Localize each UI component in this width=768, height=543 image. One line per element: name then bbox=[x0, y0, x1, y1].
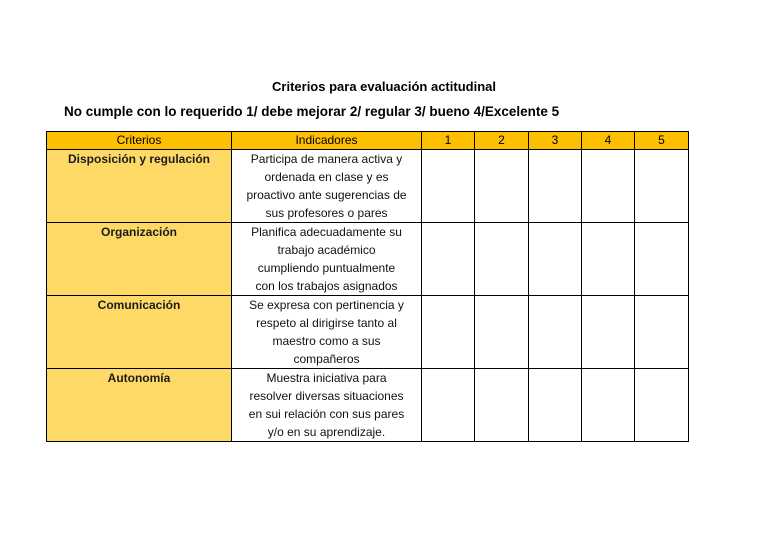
indicator-line: Planifica adecuadamente su bbox=[251, 225, 402, 239]
score-cell-2[interactable] bbox=[475, 369, 529, 442]
criterion-cell: Disposición y regulación bbox=[47, 150, 232, 223]
indicator-line: maestro como a sus bbox=[272, 334, 381, 348]
score-cell-2[interactable] bbox=[475, 223, 529, 296]
score-cell-4[interactable] bbox=[582, 223, 635, 296]
indicator-cell bbox=[232, 296, 422, 369]
indicator-line: Participa de manera activa y bbox=[250, 152, 403, 166]
score-5-header: 5 bbox=[635, 132, 689, 150]
indicator-line: con los trabajos asignados bbox=[255, 279, 398, 293]
indicator-line: ordenada en clase y es bbox=[264, 170, 389, 184]
score-cell-3[interactable] bbox=[529, 223, 582, 296]
indicator-line: en sui relación con sus pares bbox=[248, 407, 405, 421]
criterion-cell: Comunicación bbox=[47, 296, 232, 369]
score-cell-3[interactable] bbox=[529, 150, 582, 223]
score-cell-3[interactable] bbox=[529, 369, 582, 442]
table-row bbox=[47, 296, 689, 369]
criteria-column-header: Criterios bbox=[47, 132, 232, 150]
score-3-header: 3 bbox=[529, 132, 582, 150]
criterion-cell: Organización bbox=[47, 223, 232, 296]
score-cell-5[interactable] bbox=[635, 223, 689, 296]
score-cell-4[interactable] bbox=[582, 150, 635, 223]
table-row bbox=[47, 150, 689, 223]
score-2-header: 2 bbox=[475, 132, 529, 150]
score-1-header: 1 bbox=[422, 132, 475, 150]
criterion-cell: Autonomía bbox=[47, 369, 232, 442]
table-header-row bbox=[47, 132, 689, 150]
table-row bbox=[47, 369, 689, 442]
score-cell-4[interactable] bbox=[582, 296, 635, 369]
score-cell-3[interactable] bbox=[529, 296, 582, 369]
indicator-cell bbox=[232, 150, 422, 223]
indicator-cell bbox=[232, 223, 422, 296]
indicator-line: sus profesores o pares bbox=[265, 206, 388, 220]
indicator-line: Muestra iniciativa para bbox=[266, 371, 387, 385]
score-cell-1[interactable] bbox=[422, 369, 475, 442]
document-title: Criterios para evaluación actitudinal bbox=[272, 79, 496, 94]
score-cell-4[interactable] bbox=[582, 369, 635, 442]
score-cell-5[interactable] bbox=[635, 150, 689, 223]
indicators-column-header: Indicadores bbox=[232, 132, 422, 150]
indicator-line: compañeros bbox=[293, 352, 360, 366]
score-cell-5[interactable] bbox=[635, 369, 689, 442]
rating-scale-text: No cumple con lo requerido 1/ debe mejorar 2/ regular 3/ bueno 4/Excelente 5 bbox=[64, 104, 560, 119]
indicator-line: Se expresa con pertinencia y bbox=[249, 298, 404, 312]
score-cell-1[interactable] bbox=[422, 150, 475, 223]
indicator-line: proactivo ante sugerencias de bbox=[246, 188, 407, 202]
indicator-line: y/o en su aprendizaje. bbox=[267, 425, 386, 439]
score-cell-1[interactable] bbox=[422, 223, 475, 296]
indicator-line: respeto al dirigirse tanto al bbox=[256, 316, 397, 330]
indicator-line: cumpliendo puntualmente bbox=[257, 261, 396, 275]
indicator-line: resolver diversas situaciones bbox=[249, 389, 404, 403]
score-cell-2[interactable] bbox=[475, 296, 529, 369]
evaluation-rubric-table bbox=[46, 131, 689, 442]
score-cell-5[interactable] bbox=[635, 296, 689, 369]
score-cell-1[interactable] bbox=[422, 296, 475, 369]
score-4-header: 4 bbox=[582, 132, 635, 150]
indicator-line: trabajo académico bbox=[277, 243, 376, 257]
score-cell-2[interactable] bbox=[475, 150, 529, 223]
indicator-cell bbox=[232, 369, 422, 442]
table-row bbox=[47, 223, 689, 296]
